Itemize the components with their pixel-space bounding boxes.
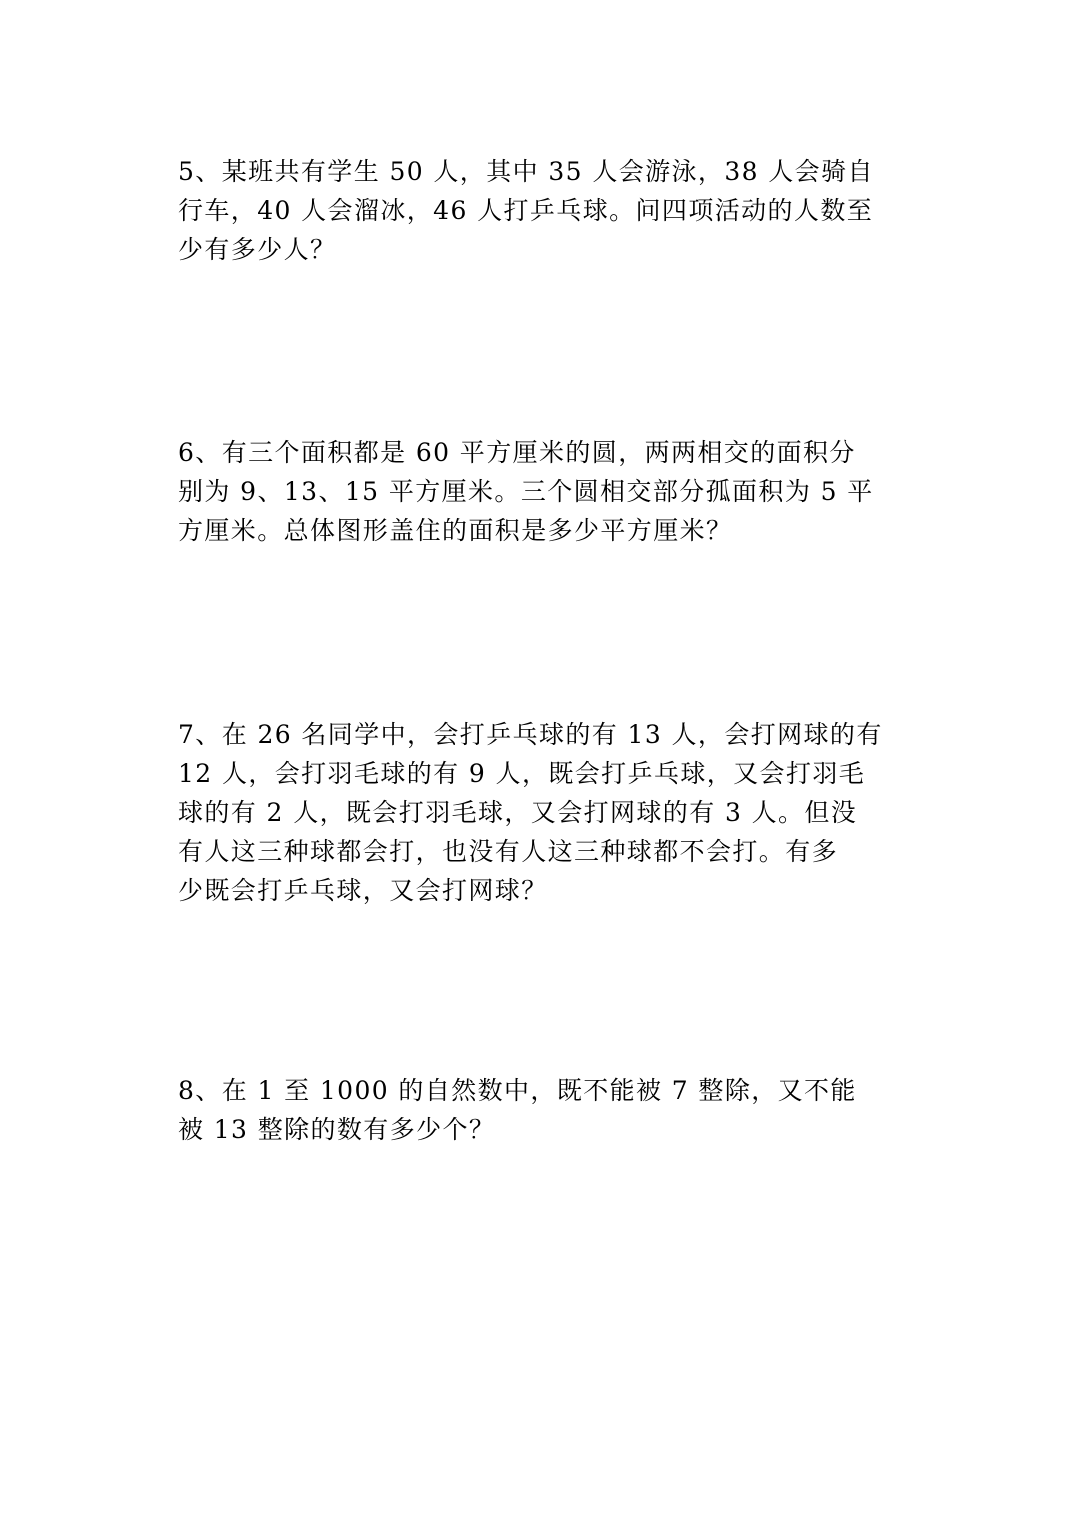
problem-6-line-2: 别为 9、13、15 平方厘米。三个圆相交部分孤面积为 5 平 <box>178 477 874 506</box>
problem-5-line-3: 少有多少人？ <box>178 235 337 264</box>
problem-8-line-1: 8、在 1 至 1000 的自然数中，既不能被 7 整除，又不能 <box>178 1076 857 1105</box>
problem-7-line-5: 少既会打乒乓球，又会打网球？ <box>178 876 548 905</box>
problem-6 <box>178 433 918 550</box>
problem-8 <box>178 1071 918 1149</box>
problem-7-line-4: 有人这三种球都会打，也没有人这三种球都不会打。有多 <box>178 837 839 866</box>
problem-8-line-2: 被 13 整除的数有多少个？ <box>178 1115 496 1144</box>
problem-7-line-2: 12 人，会打羽毛球的有 9 人，既会打乒乓球，又会打羽毛 <box>178 759 866 788</box>
problem-7-line-1: 7、在 26 名同学中，会打乒乓球的有 13 人，会打网球的有 <box>178 720 883 749</box>
problem-6-line-3: 方厘米。总体图形盖住的面积是多少平方厘米？ <box>178 516 733 545</box>
problem-7 <box>178 715 918 910</box>
problem-7-line-3: 球的有 2 人，既会打羽毛球，又会打网球的有 3 人。但没 <box>178 798 858 827</box>
problem-5-line-2: 行车，40 人会溜冰，46 人打乒乓球。问四项活动的人数至 <box>178 196 874 225</box>
problem-5-line-1: 5、某班共有学生 50 人，其中 35 人会游泳，38 人会骑自 <box>178 157 874 186</box>
problem-6-line-1: 6、有三个面积都是 60 平方厘米的圆，两两相交的面积分 <box>178 438 856 467</box>
problem-5 <box>178 152 918 269</box>
